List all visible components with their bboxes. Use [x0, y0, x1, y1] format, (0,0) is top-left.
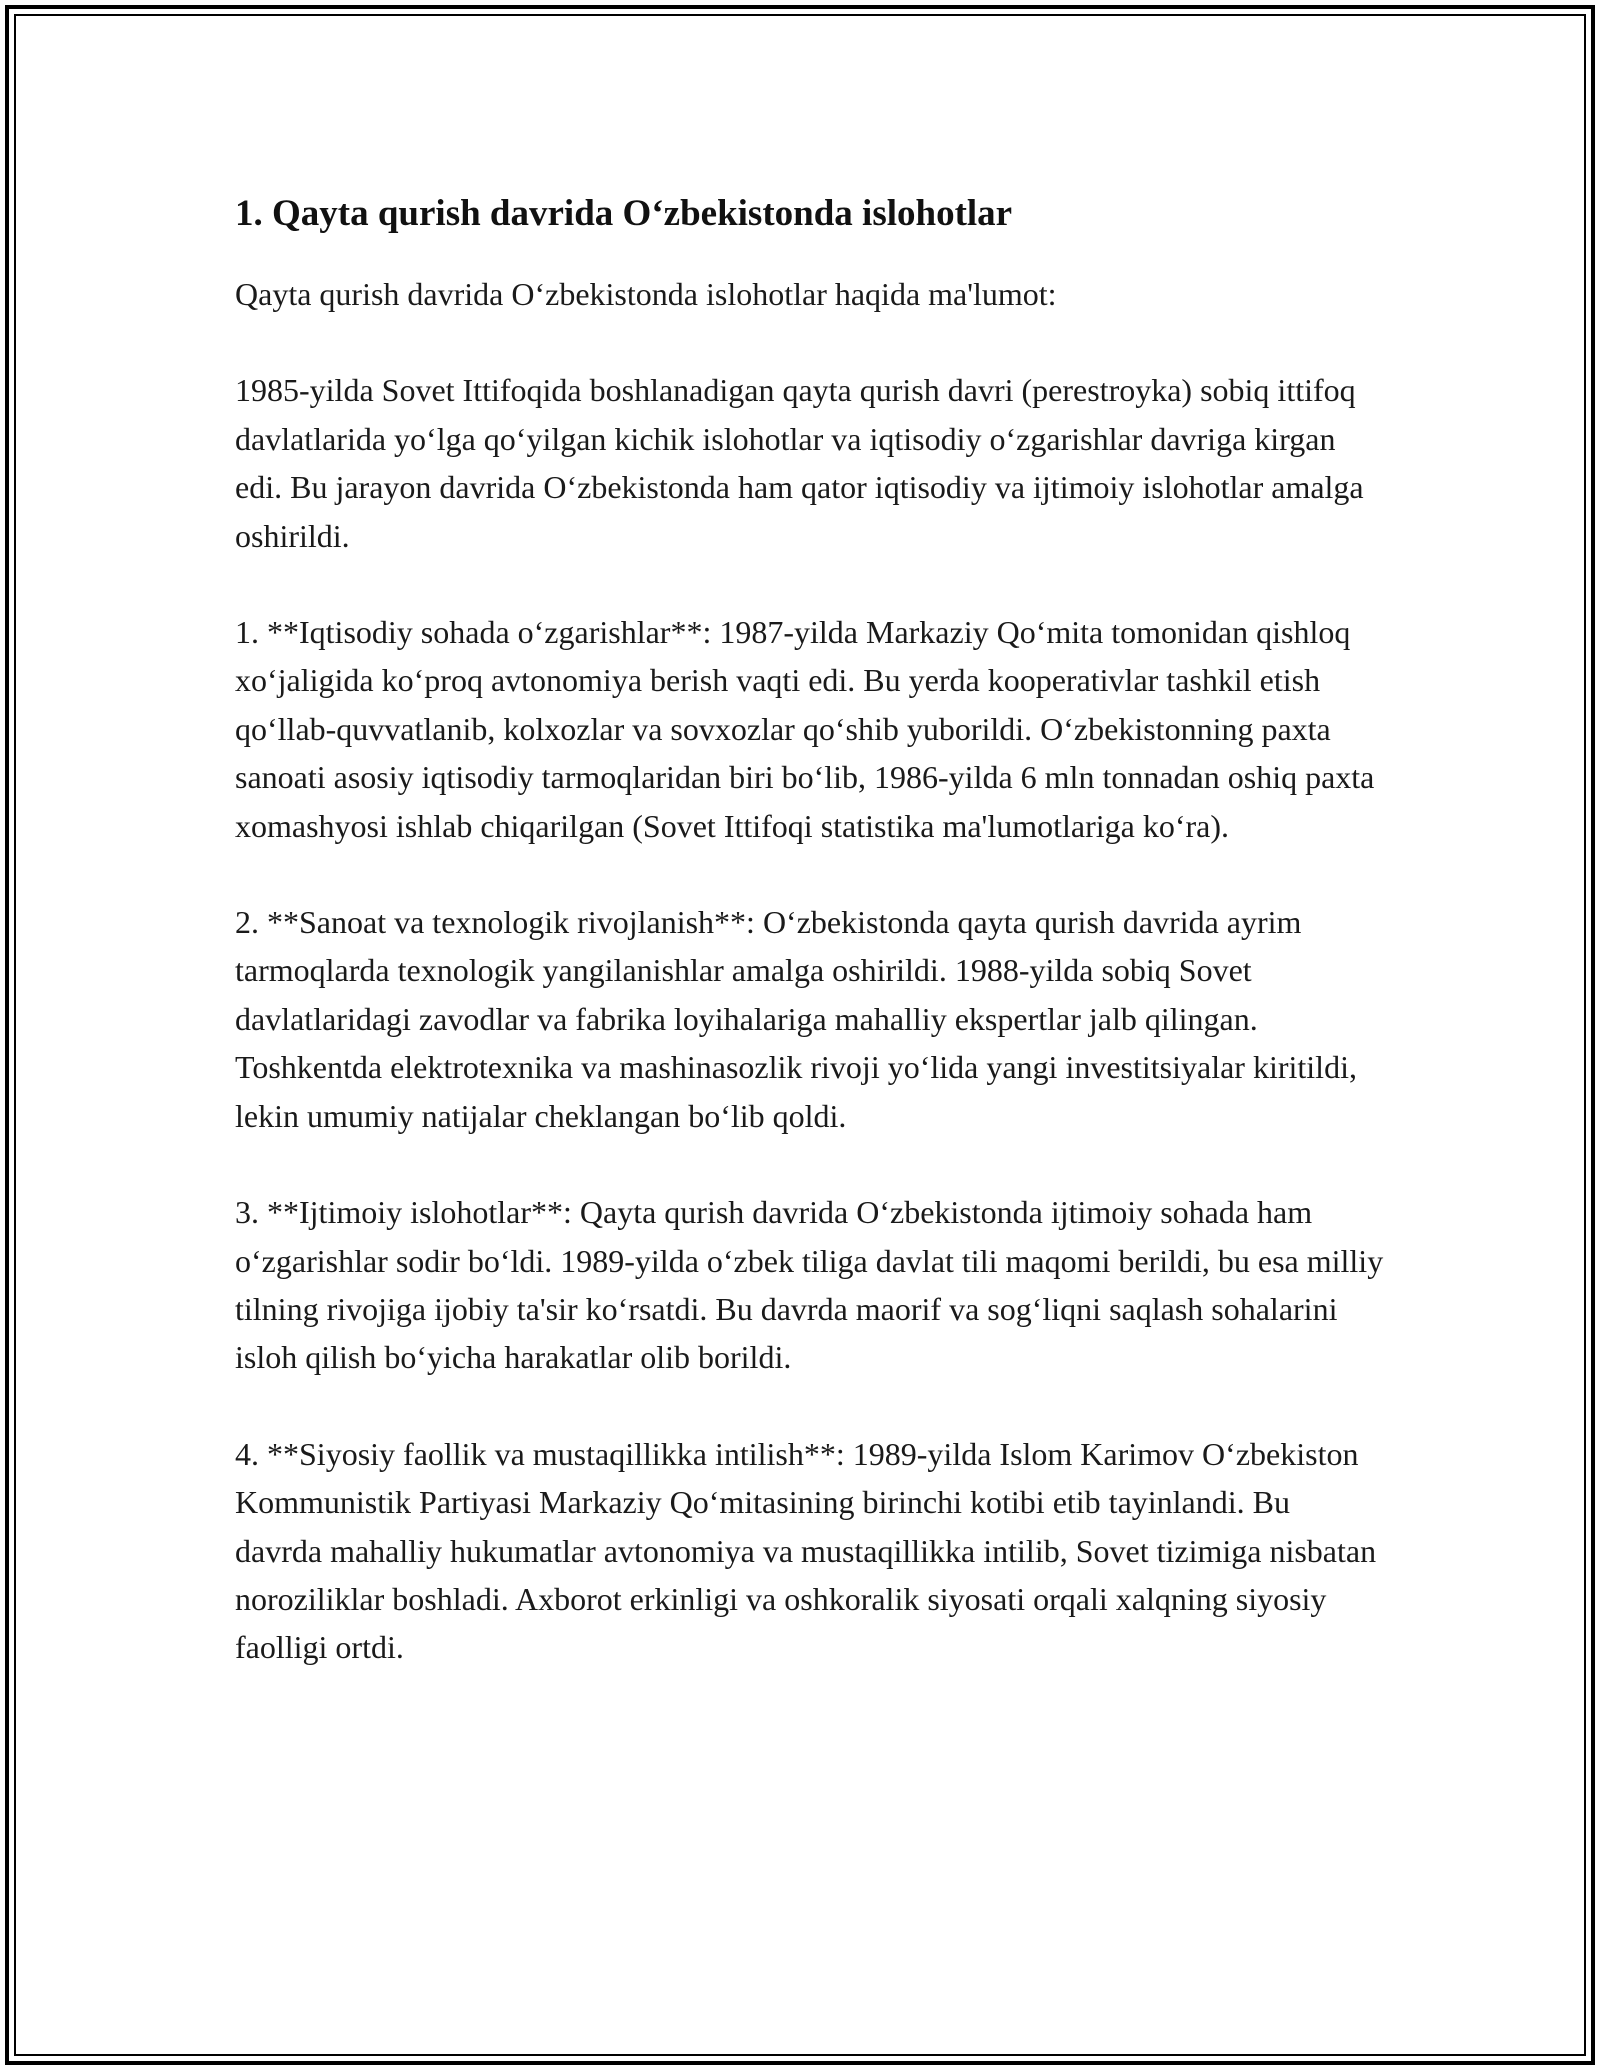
- document-heading: 1. Qayta qurish davrida O‘zbekistonda islohotlar: [235, 193, 1013, 234]
- intro-paragraph: Qayta qurish davrida O‘zbekistonda islohotlar haqida ma'lumot:: [235, 276, 1057, 312]
- political-activity-paragraph: 4. **Siyosiy faollik va mustaqillikka intilish**: 1989-yilda Islom Karimov O‘zbekiston Kommunistik Partiyasi Markaziy Qo‘mitasining birinchi kotibi etib tayinlandi. Bu davrda mahalliy hukumatlar avtonomiya va mustaqillikka intilib, Sovet tizimiga nisbatan noroziliklar boshladi. Axborot erkinligi va oshkoralik siyosati orqali xalqning siyosiy faolligi ortdi.: [235, 1435, 1377, 1666]
- industrial-development-paragraph: 2. **Sanoat va texnologik rivojlanish**: O‘zbekistonda qayta qurish davrida ayrim tarmoqlarda texnologik yangilanishlar amalga oshirildi. 1988-yilda sobiq Sovet davlatlaridagi zavodlar va fabrika loyihalariga mahalliy ekspertlar jalb qilingan. Toshkentda elektrotexnika va mashinasozlik rivoji yo‘lida yangi investitsiyalar kiritildi, lekin umumiy natijalar cheklangan bo‘lib qoldi.: [235, 904, 1357, 1134]
- social-reforms-paragraph: 3. **Ijtimoiy islohotlar**: Qayta qurish davrida O‘zbekistonda ijtimoiy sohada ham o‘zgarishlar sodir bo‘ldi. 1989-yilda o‘zbek tiliga davlat tili maqomi berildi, bu esa milliy tilning rivojiga ijobiy ta'sir ko‘rsatdi. Bu davrda maorif va sog‘liqni saqlash sohalarini isloh qilish bo‘yicha harakatlar olib borildi.: [235, 1194, 1384, 1376]
- background-paragraph: 1985-yilda Sovet Ittifoqida boshlanadigan qayta qurish davri (perestroyka) sobiq ittifoq davlatlarida yo‘lga qo‘yilgan kichik islohotlar va iqtisodiy o‘zgarishlar davriga kirgan edi. Bu jarayon davrida O‘zbekistonda ham qator iqtisodiy va ijtimoiy islohotlar amalga oshirildi.: [235, 372, 1364, 554]
- economic-reforms-paragraph: 1. **Iqtisodiy sohada o‘zgarishlar**: 1987-yilda Markaziy Qo‘mita tomonidan qishloq xo‘jaligida ko‘proq avtonomiya berish vaqti edi. Bu yerda kooperativlar tashkil etish qo‘llab-quvvatlanib, kolxozlar va sovxozlar qo‘shib yuborildi. O‘zbekistonning paxta sanoati asosiy iqtisodiy tarmoqlaridan biri bo‘lib, 1986-yilda 6 mln tonnadan oshiq paxta xomashyosi ishlab chiqarilgan (Sovet Ittifoqi statistika ma'lumotlariga ko‘ra).: [235, 614, 1375, 844]
- document-body: [235, 183, 1385, 1720]
